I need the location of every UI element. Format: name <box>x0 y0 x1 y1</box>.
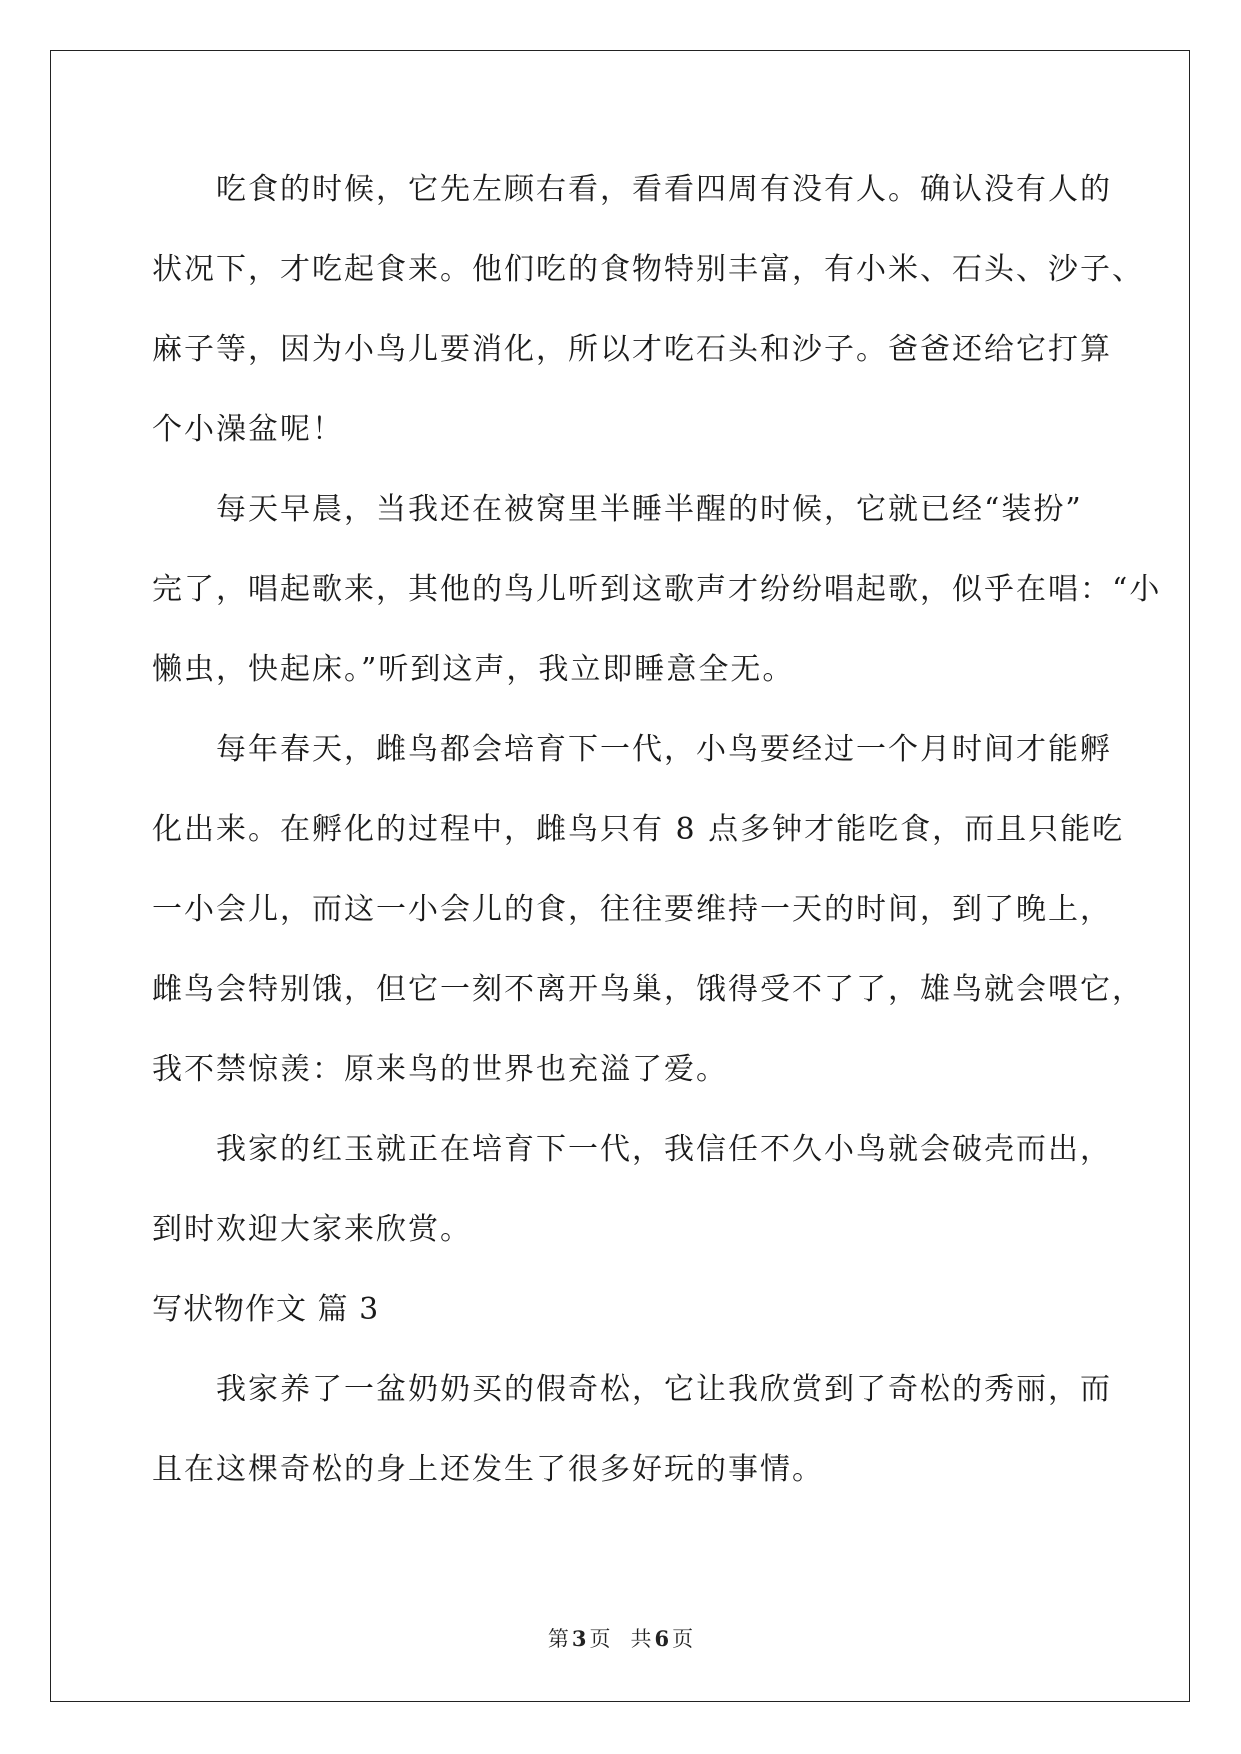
text-line-6: 完了，唱起歌来，其他的鸟儿听到这歌声才纷纷唱起歌，似乎在唱：“小 <box>152 572 1162 607</box>
text-line-3: 麻子等，因为小鸟儿要消化，所以才吃石头和沙子。爸爸还给它打算 <box>152 332 1112 367</box>
total-suffix: 页 <box>672 1627 694 1651</box>
total-pages-number: 6 <box>654 1626 670 1651</box>
text-line-11: 雌鸟会特别饿，但它一刻不离开鸟巢，饿得受不了了，雄鸟就会喂它， <box>152 972 1144 1007</box>
text-line-16: 我家养了一盆奶奶买的假奇松，它让我欣赏到了奇松的秀丽，而 <box>216 1372 1112 1407</box>
text-line-17: 且在这棵奇松的身上还发生了很多好玩的事情。 <box>152 1452 824 1487</box>
text-line-4: 个小澡盆呢！ <box>152 412 344 447</box>
page-footer <box>0 1623 1241 1653</box>
text-line-13: 我家的红玉就正在培育下一代，我信任不久小鸟就会破壳而出， <box>216 1132 1112 1167</box>
total-prefix: 共 <box>630 1627 652 1651</box>
document-body <box>152 162 1162 1522</box>
text-line-9: 化出来。在孵化的过程中，雌鸟只有 8 点多钟才能吃食，而且只能吃 <box>152 812 1125 847</box>
section-heading: 写状物作文 篇 3 <box>152 1292 380 1327</box>
text-line-5: 每天早晨，当我还在被窝里半睡半醒的时候，它就已经“装扮” <box>216 492 1083 527</box>
page-prefix: 第 <box>547 1627 569 1651</box>
text-line-7: 懒虫，快起床。”听到这声，我立即睡意全无。 <box>152 652 795 687</box>
text-line-1: 吃食的时候，它先左顾右看，看看四周有没有人。确认没有人的 <box>216 172 1112 207</box>
page-suffix: 页 <box>589 1627 611 1651</box>
text-line-14: 到时欢迎大家来欣赏。 <box>152 1212 472 1247</box>
current-page-number: 3 <box>571 1626 587 1651</box>
text-line-2: 状况下，才吃起食来。他们吃的食物特别丰富，有小米、石头、沙子、 <box>152 252 1144 287</box>
text-line-10: 一小会儿，而这一小会儿的食，往往要维持一天的时间，到了晚上， <box>152 892 1112 927</box>
text-line-8: 每年春天，雌鸟都会培育下一代，小鸟要经过一个月时间才能孵 <box>216 732 1112 767</box>
text-line-12: 我不禁惊羡：原来鸟的世界也充溢了爱。 <box>152 1052 728 1087</box>
